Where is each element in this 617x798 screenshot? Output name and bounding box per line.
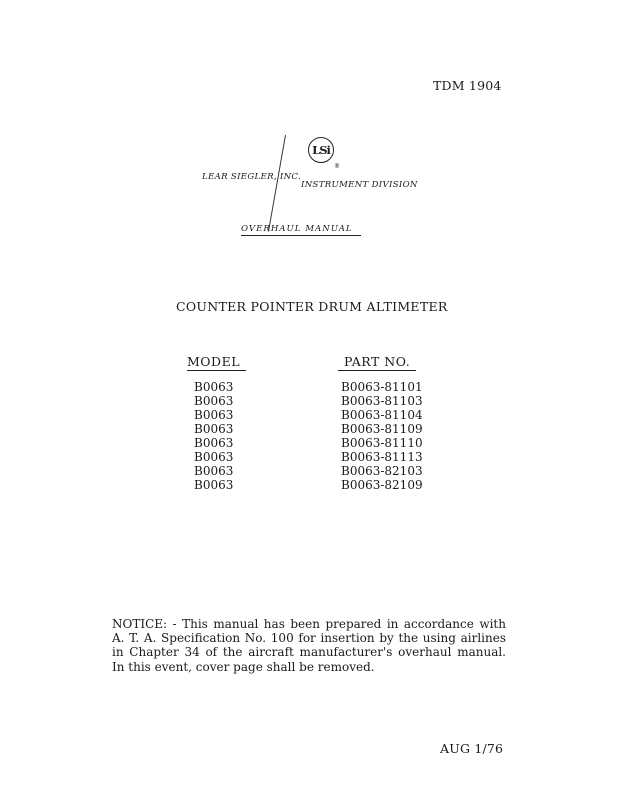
manual-type: OVERHAUL MANUAL: [241, 224, 361, 236]
table-cell-model: B0063: [194, 478, 234, 492]
table-cell-model: B0063: [194, 380, 234, 394]
notice-line: NOTICE: - This manual has been prepared in accordance with: [112, 617, 506, 631]
model-column: [194, 380, 233, 492]
lsi-logo-icon: [308, 137, 334, 163]
table-cell-model: B0063: [194, 450, 234, 464]
masthead-divider-line: [268, 135, 286, 232]
table-cell-part-no: B0063-82103: [341, 464, 423, 478]
notice-line: In this event, cover page shall be removed.: [112, 659, 375, 674]
table-cell-model: B0063: [194, 408, 234, 422]
part-no-column: [341, 380, 423, 492]
company-name: LEAR SIEGLER, INC.: [202, 172, 302, 182]
table-cell-model: B0063: [194, 464, 234, 478]
division-name: INSTRUMENT DIVISION: [301, 180, 418, 190]
column-header-model: MODEL: [187, 354, 246, 371]
table-cell-part-no: B0063-81109: [341, 422, 423, 436]
table-cell-model: B0063: [194, 394, 234, 408]
table-cell-part-no: B0063-81104: [341, 408, 423, 422]
document-id: TDM 1904: [433, 78, 502, 93]
table-cell-part-no: B0063-81113: [341, 450, 423, 464]
table-cell-part-no: B0063-81110: [341, 436, 423, 450]
document-title: COUNTER POINTER DRUM ALTIMETER: [176, 299, 448, 314]
notice-paragraph: [112, 617, 506, 674]
table-cell-model: B0063: [194, 436, 234, 450]
table-cell-model: B0063: [194, 422, 234, 436]
table-cell-part-no: B0063-81101: [341, 380, 423, 394]
registered-mark: ®: [334, 163, 340, 170]
revision-date: AUG 1/76: [440, 741, 504, 756]
table-cell-part-no: B0063-82109: [341, 478, 423, 492]
notice-line: in Chapter 34 of the aircraft manufacturer's overhaul manual.: [112, 645, 506, 660]
column-header-part-no: PART NO.: [338, 354, 416, 371]
notice-line: A. T. A. Specification No. 100 for insertion by the using airlines: [112, 631, 506, 646]
table-cell-part-no: B0063-81103: [341, 394, 423, 408]
logo-text: LSi: [312, 143, 330, 157]
